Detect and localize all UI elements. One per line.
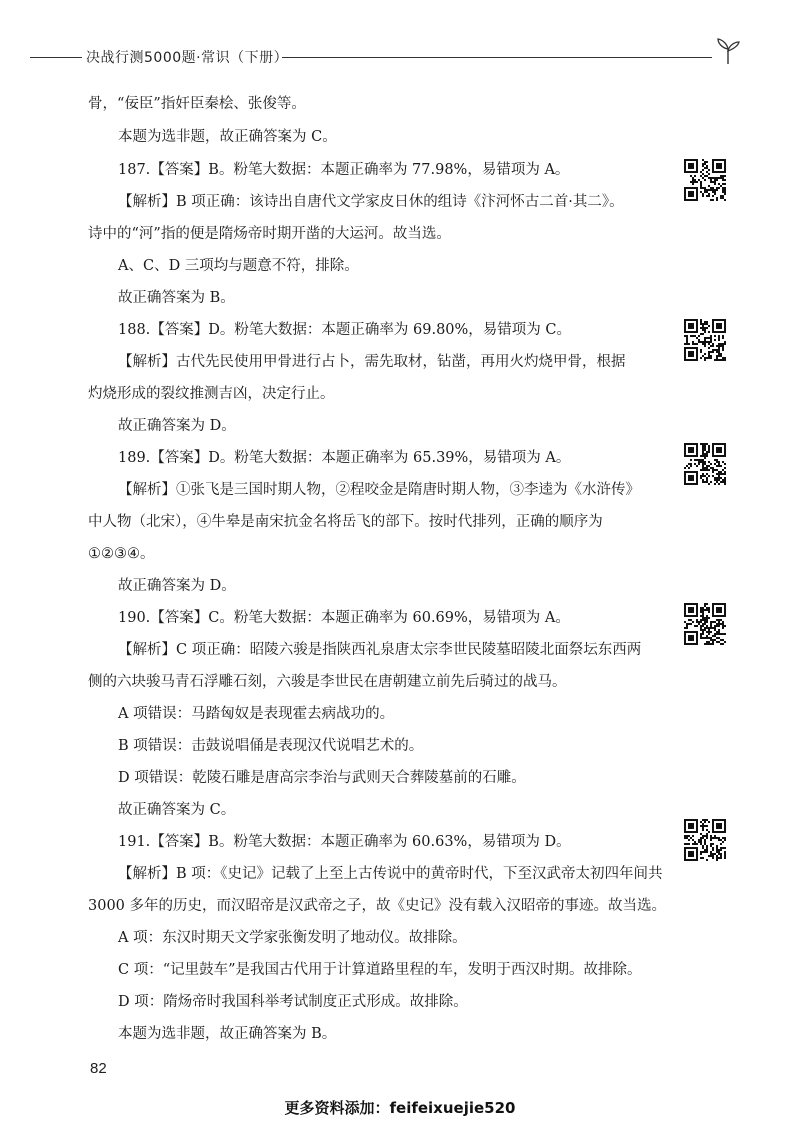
text-line: B 项错误：击鼓说唱俑是表现汉代说唱艺术的。 [118,738,424,754]
text-line: 灼烧形成的裂纹推测吉凶，决定行止。 [88,386,335,402]
qr-code-icon[interactable] [683,158,727,202]
header-rule-right [282,57,712,58]
text-line: 骨，“佞臣”指奸臣秦桧、张俊等。 [88,96,306,112]
qr-code-icon[interactable] [683,318,727,362]
answer-187: 187.【答案】B。粉笔大数据：本题正确率为 77.98%，易错项为 A。 [118,162,570,178]
answer-190: 190.【答案】C。粉笔大数据：本题正确率为 60.69%，易错项为 A。 [118,610,570,626]
qr-code-icon[interactable] [683,602,727,646]
text-line: ①②③④。 [88,546,155,562]
analysis-190: 【解析】C 项正确：昭陵六骏是指陕西礼泉唐太宗李世民陵墓昭陵北面祭坛东西两 [118,642,642,658]
text-line: 本题为选非题，故正确答案为 B。 [118,1026,337,1042]
analysis-188: 【解析】古代先民使用甲骨进行占卜，需先取材，钻凿，再用火灼烧甲骨，根据 [118,354,626,370]
qr-code-icon[interactable] [683,818,727,862]
answer-189: 189.【答案】D。粉笔大数据：本题正确率为 65.39%，易错项为 A。 [118,450,571,466]
page-number: 82 [90,1060,107,1077]
text-line: 中人物（北宋），④牛皋是南宋抗金名将岳飞的部下。按时代排列，正确的顺序为 [88,514,603,530]
analysis-191: 【解析】B 项：《史记》记载了上至上古传说中的黄帝时代，下至汉武帝太初四年间共 [118,866,663,882]
text-line: 本题为选非题，故正确答案为 C。 [118,129,337,145]
answer-188: 188.【答案】D。粉笔大数据：本题正确率为 69.80%，易错项为 C。 [118,322,572,338]
text-line: C 项：“记里鼓车”是我国古代用于计算道路里程的车，发明于西汉时期。故排除。 [118,962,642,978]
text-line: 诗中的“河”指的便是隋炀帝时期开凿的大运河。故当选。 [88,226,451,242]
header-title: 决战行测5000题·常识（下册） [86,50,289,66]
analysis-189: 【解析】①张飞是三国时期人物，②程咬金是隋唐时期人物，③李逵为《水浒传》 [118,482,640,498]
qr-code-icon[interactable] [683,442,727,486]
text-line: A 项：东汉时期天文学家张衡发明了地动仪。故排除。 [118,930,467,946]
running-header [0,36,800,76]
text-line: 故正确答案为 D。 [118,578,236,594]
text-line: 侧的六块骏马青石浮雕石刻，六骏是李世民在唐朝建立前先后骑过的战马。 [88,674,567,690]
text-line: 故正确答案为 B。 [118,290,235,306]
text-line: A、C、D 三项均与题意不符，排除。 [118,258,359,274]
answer-191: 191.【答案】B。粉笔大数据：本题正确率为 60.63%，易错项为 D。 [118,834,571,850]
text-line: 3000 多年的历史，而汉昭帝是汉武帝之子，故《史记》没有载入汉昭帝的事迹。故当选。 [88,898,667,914]
footer-note: 更多资料添加：feifeixuejie520 [284,1099,516,1117]
text-line: D 项：隋炀帝时我国科举考试制度正式形成。故排除。 [118,994,468,1010]
analysis-187: 【解析】B 项正确：该诗出自唐代文学家皮日休的组诗《汴河怀古二首·其二》。 [118,194,624,210]
text-line: 故正确答案为 C。 [118,802,236,818]
sprout-icon [710,36,746,66]
text-line: D 项错误：乾陵石雕是唐高宗李治与武则天合葬陵墓前的石雕。 [118,770,526,786]
text-line: A 项错误：马踏匈奴是表现霍去病战功的。 [118,706,395,722]
text-line: 故正确答案为 D。 [118,418,236,434]
header-rule-left [30,57,82,58]
